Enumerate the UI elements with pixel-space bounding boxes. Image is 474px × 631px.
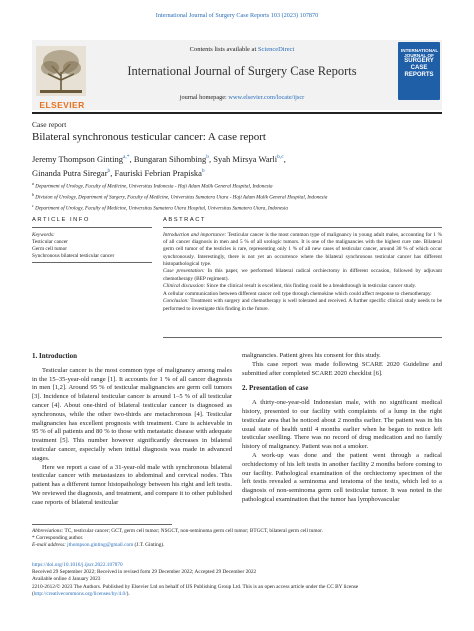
abstract-paragraph: Conclusion: Treatment with surgery and chemotherapy is well tolerated and received. A further specific clinical study needs to be performed to investigate this finding in the future. — [163, 298, 442, 312]
body-paragraph: This case report was made following SCARE 2020 Guideline and submitted after completed SCARE 2020 checklist [6]. — [242, 360, 442, 377]
author-name[interactable]: Ginanda Putra Siregar — [32, 167, 108, 178]
body-paragraph: Here we report a case of a 31-year-old male with synchronous bilateral testicular cancer with metastasizes to abdominal and cervical nodes. This patient has a different tumor histopathology between his right and left testis. We reviewed the diagnosis, and treatment, and compare it to other published case reports of bilateral testicular — [32, 463, 232, 506]
abstract-paragraph: A cellular communication between different cancer cell type through chemokine which could affect response to chemotherapy. — [163, 290, 432, 297]
section-heading: 2. Presentation of case — [242, 384, 309, 393]
article-info-rule — [32, 227, 152, 228]
abstract-body — [163, 232, 442, 313]
body-left-column — [32, 352, 232, 508]
body-paragraph: Testicular cancer is the most common type of malignancy among males in the 15–35-year-old range [1]. It accounts for 1 % of all cancer diagnosis in men [1,2]. Around 95 % of testicular malignancies are germ cell tumors [3]. Incidence of bilateral testicular cancer is around 1–5 % of all testicular cancer [4]. About one-third of bilateral testicular cancer is diagnosed as synchronous, while the other two-thirds are metachronous [4]. Testicular malignancies has excellent prognosis with treatment. Cure is achievable in 95 % of all patients and 80 % to those with metastatic disease with adequate treatment [5]. This number however significantly decreases in bilateral testicular cancer, especially when initial diagnosis was made in advanced stages. — [32, 366, 232, 462]
email-link[interactable]: jthompson.ginting@gmail.com — [67, 542, 134, 548]
keyword: Synchronous bilateral testicular cancer — [32, 253, 115, 259]
article-info-heading: ARTICLE INFO — [32, 217, 90, 223]
body-paragraph: A work-up was done and the patient went through a radical orchidectomy of his left testis in another facility 2 months before coming to our facility. Pathological examination of the orchiectomy specimen of the left testis revealed a seminoma and teratoma of the testis, which led to a diagnosis of non-seminoma germ cell testicular tumor. It was noted in the pathological examination that the tumor has lymphovascular — [242, 451, 442, 503]
abstract-paragraph: Clinical discussion: Since the clinical result is excellent, this finding could be a breakthrough in testicular cancer study. — [163, 283, 417, 290]
footnotes: Abbreviations: TC, testicular cancer; GCT, germ cell tumor; NSGCT, non-seminoma germ cell tumor; BTGCT, bilateral germ cell tumor. * Corresponding author. E-mail address: jthompson.ginting@gmail.com (J.T. Ginting). — [32, 528, 323, 548]
section-heading: 1. Introduction — [32, 352, 77, 360]
affiliations: $^a$ Department of Urology, Faculty of Medicine, Universitas Indonesia - Haji Adam Malik General Hospital, Indonesia $^b$ Division of Urology, Department of Surgery, Faculty of Medicine, Universitas Sumatera Utara - Haji Adam Malik General Hospital, Indonesia $^c$ Department of Urology, Faculty of Medicine, Universitas Sumatera Utara Hospital, Universitas Sumatera Utara, Indonesia — [32, 181, 328, 212]
publisher-name: ELSEVIER — [39, 100, 85, 110]
contents-line: Contents lists available at ScienceDirect — [189, 46, 295, 53]
abstract-end-rule — [163, 337, 442, 338]
author-name[interactable]: Syah Mirsya Warli — [213, 153, 278, 164]
body-paragraph: malignancies. Patient gives his consent for this study. — [242, 352, 381, 359]
header-divider — [32, 112, 442, 114]
abstract-heading: ABSTRACT — [163, 217, 206, 223]
author-list: Jeremy Thompson Ginting$^{a,*}$, Bungaran Sihombing$^b$, Syah Mirsya Warli$^{b,c}$, Ginanda Putra Siregar$^b$, Fauriski Febrian Prapiska$^b$ — [32, 153, 286, 178]
keyword: Testicular cancer — [32, 239, 68, 245]
author-name[interactable]: Fauriski Febrian Prapiska — [114, 167, 202, 178]
abstract-rule — [163, 227, 442, 228]
homepage-link[interactable]: www.elsevier.com/locate/ijscr — [228, 94, 305, 101]
keywords-label: Keywords: — [32, 232, 55, 238]
elsevier-tree-logo — [32, 42, 90, 102]
body-paragraph: A thirty-one-year-old Indonesian male, with no significant medical history, presented to our facility with complaints of a lump in the right testicular area that he noticed about 2 months earlier. The patient was in his usual state of health until 4 months earlier when he began to notice left testicular swelling. There was no record of drug medication and no family history of malignancy. Patient was not a smoker. — [242, 399, 442, 451]
footnote-rule — [32, 524, 172, 525]
article-title: Bilateral synchronous testicular cancer: A case report — [32, 131, 266, 143]
author-name[interactable]: Bungaran Sihombing — [133, 153, 207, 164]
keyword: Germ cell tumor — [32, 246, 68, 252]
abstract-paragraph: Introduction and importance: Testicular cancer is the most common type of malignancy in young adult males, accounting for 1 % of all cancer diagnosis in men and 5 % of all urologic tumors. It is one of the malignancies with the highest cure rate. Bilateral germ cell tumor of the testicles is rare, representing only 1 % of all new cases of testicular cancer, around 30 % of which occur synchronously. Interestingly, there is not yet an occurrence where the bilateral synchronous testicular cancer has different histopathological type. — [163, 232, 443, 267]
doi-link[interactable]: https://doi.org/10.1016/j.ijscr.2022.107870 — [32, 562, 123, 568]
homepage-line: journal homepage: www.elsevier.com/locate/ijscr — [179, 94, 305, 101]
journal-title: International Journal of Surgery Case Reports — [127, 64, 357, 78]
sciencedirect-link[interactable]: ScienceDirect — [257, 46, 295, 53]
journal-citation[interactable]: International Journal of Surgery Case Reports 103 (2023) 107870 — [155, 12, 319, 19]
keywords-end-rule — [32, 262, 152, 263]
journal-cover-text: INTERNATIONAL JOURNAL OF SURGERY CASE REPORTS — [401, 48, 439, 78]
license-link[interactable]: http://creativecommons.org/licenses/by/4.0/ — [33, 590, 127, 597]
publication-info: https://doi.org/10.1016/j.ijscr.2022.107870 Received 29 September 2022; Received in revised form 29 December 2022; Accepted 29 December 2022 Available online 4 January 2023 2210-2612/© 2023 The Authors. Published by Elsevier Ltd on behalf of IJS Publishing Group Ltd. This is an open access article under the CC BY license (http://creativecommons.org/licenses/by/4.0/). — [32, 562, 442, 598]
article-type: Case report — [32, 120, 67, 129]
abstract-paragraph: Case presentation: In this paper, we performed bilateral radical orchiectomy in different occasion, followed by adjuvant chemotherapy (BEP regiment). — [163, 268, 442, 282]
author-name[interactable]: Jeremy Thompson Ginting — [32, 153, 123, 164]
body-right-column — [242, 352, 442, 505]
